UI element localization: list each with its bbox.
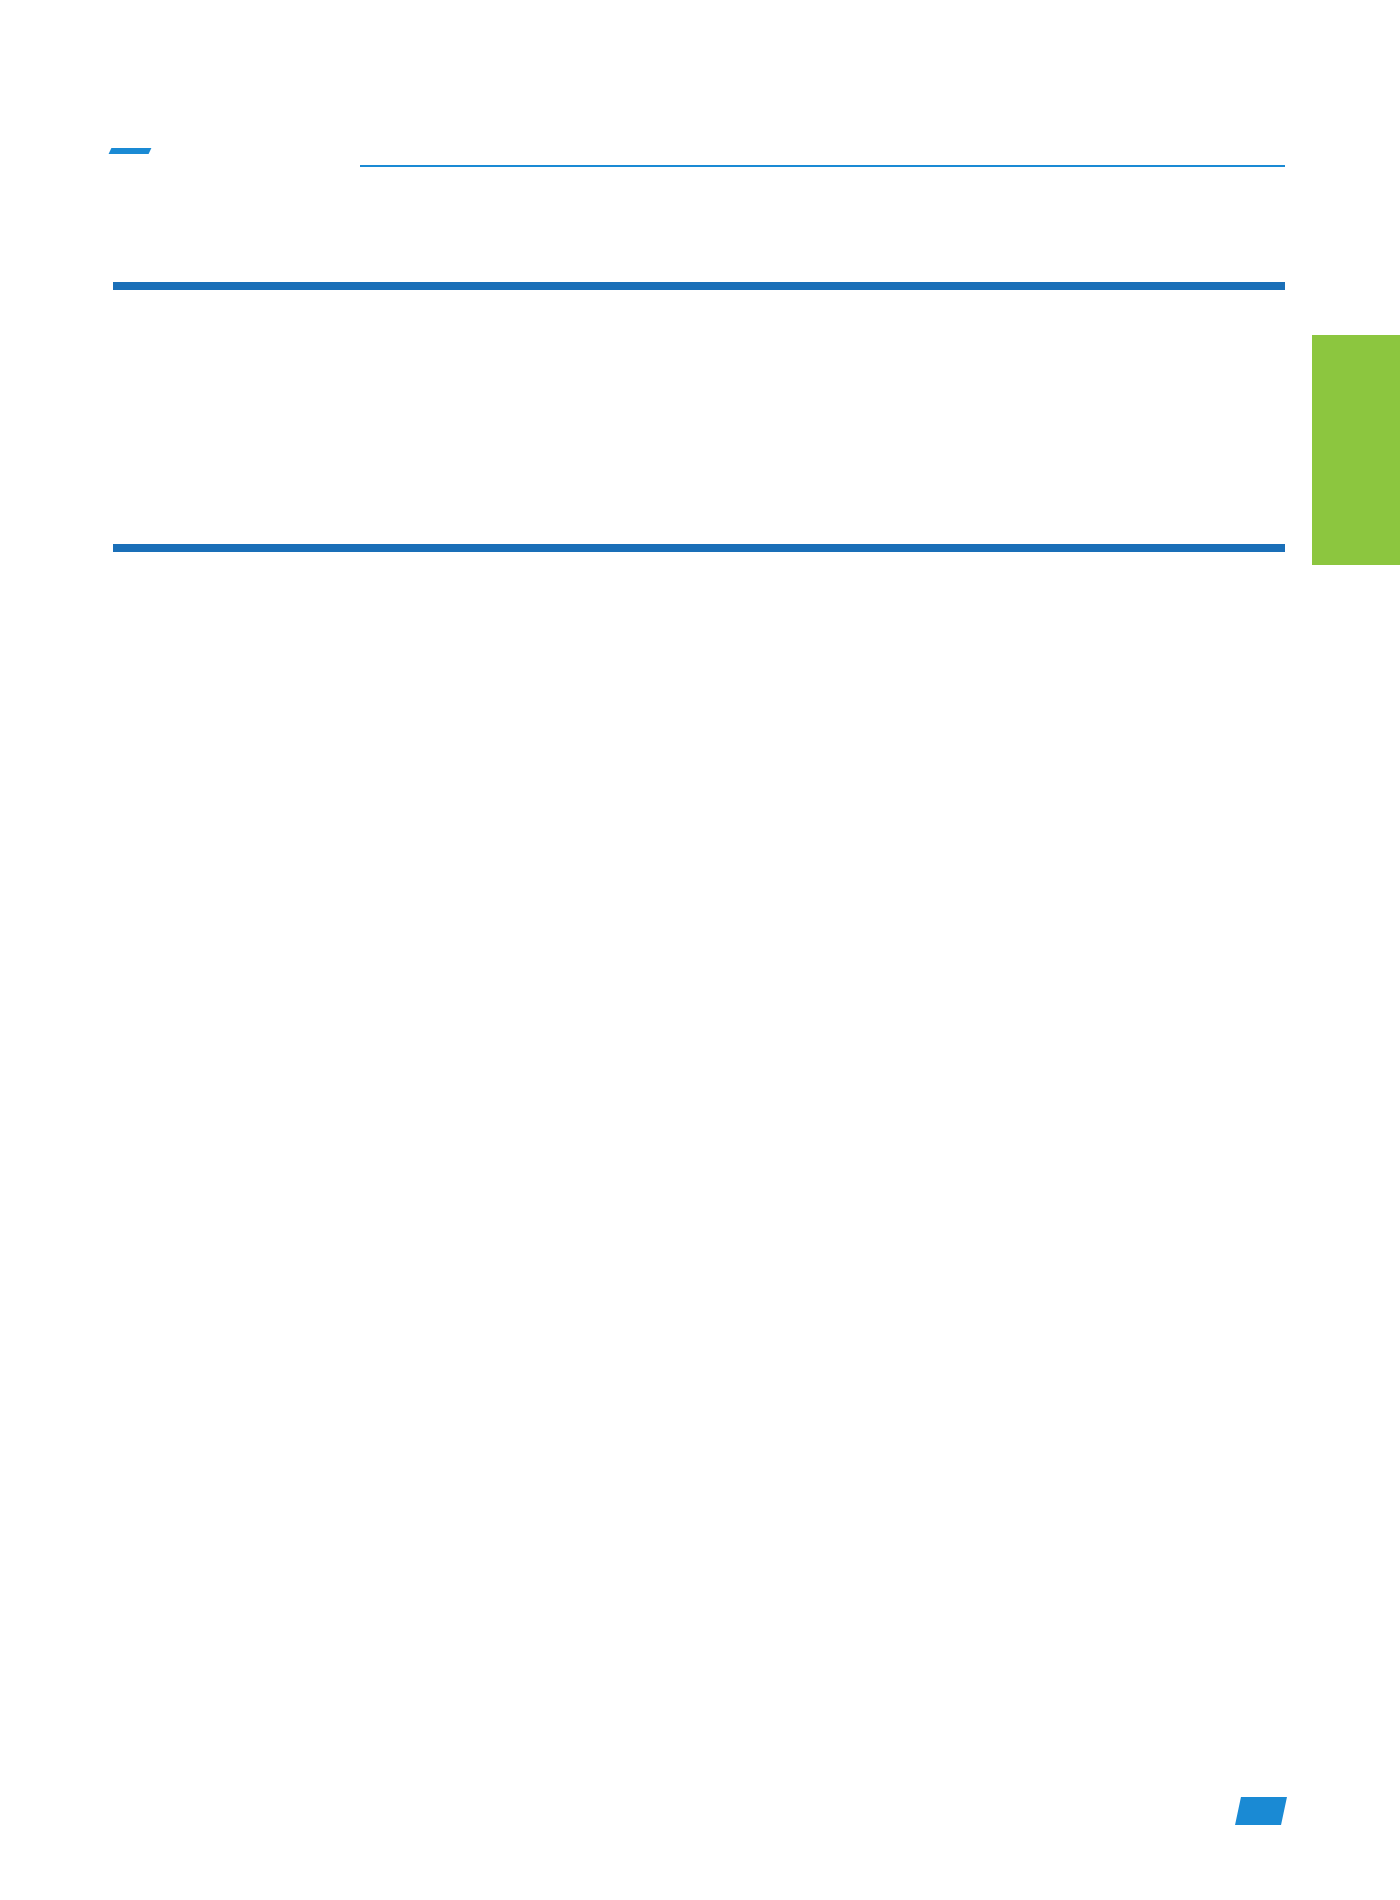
ah120-evac-chart (752, 1262, 1142, 1642)
ah40-evac-chart (752, 795, 1142, 1175)
flow-table-bar (113, 282, 1285, 290)
ah120-flow-chart (270, 1262, 660, 1642)
logo-swoosh (109, 148, 152, 154)
sidebar-category-tab (1312, 335, 1400, 565)
header-rule (360, 165, 1285, 167)
ah40-flow-chart (270, 795, 660, 1175)
evac-table-bar (113, 544, 1285, 552)
page-number (1235, 1797, 1287, 1825)
